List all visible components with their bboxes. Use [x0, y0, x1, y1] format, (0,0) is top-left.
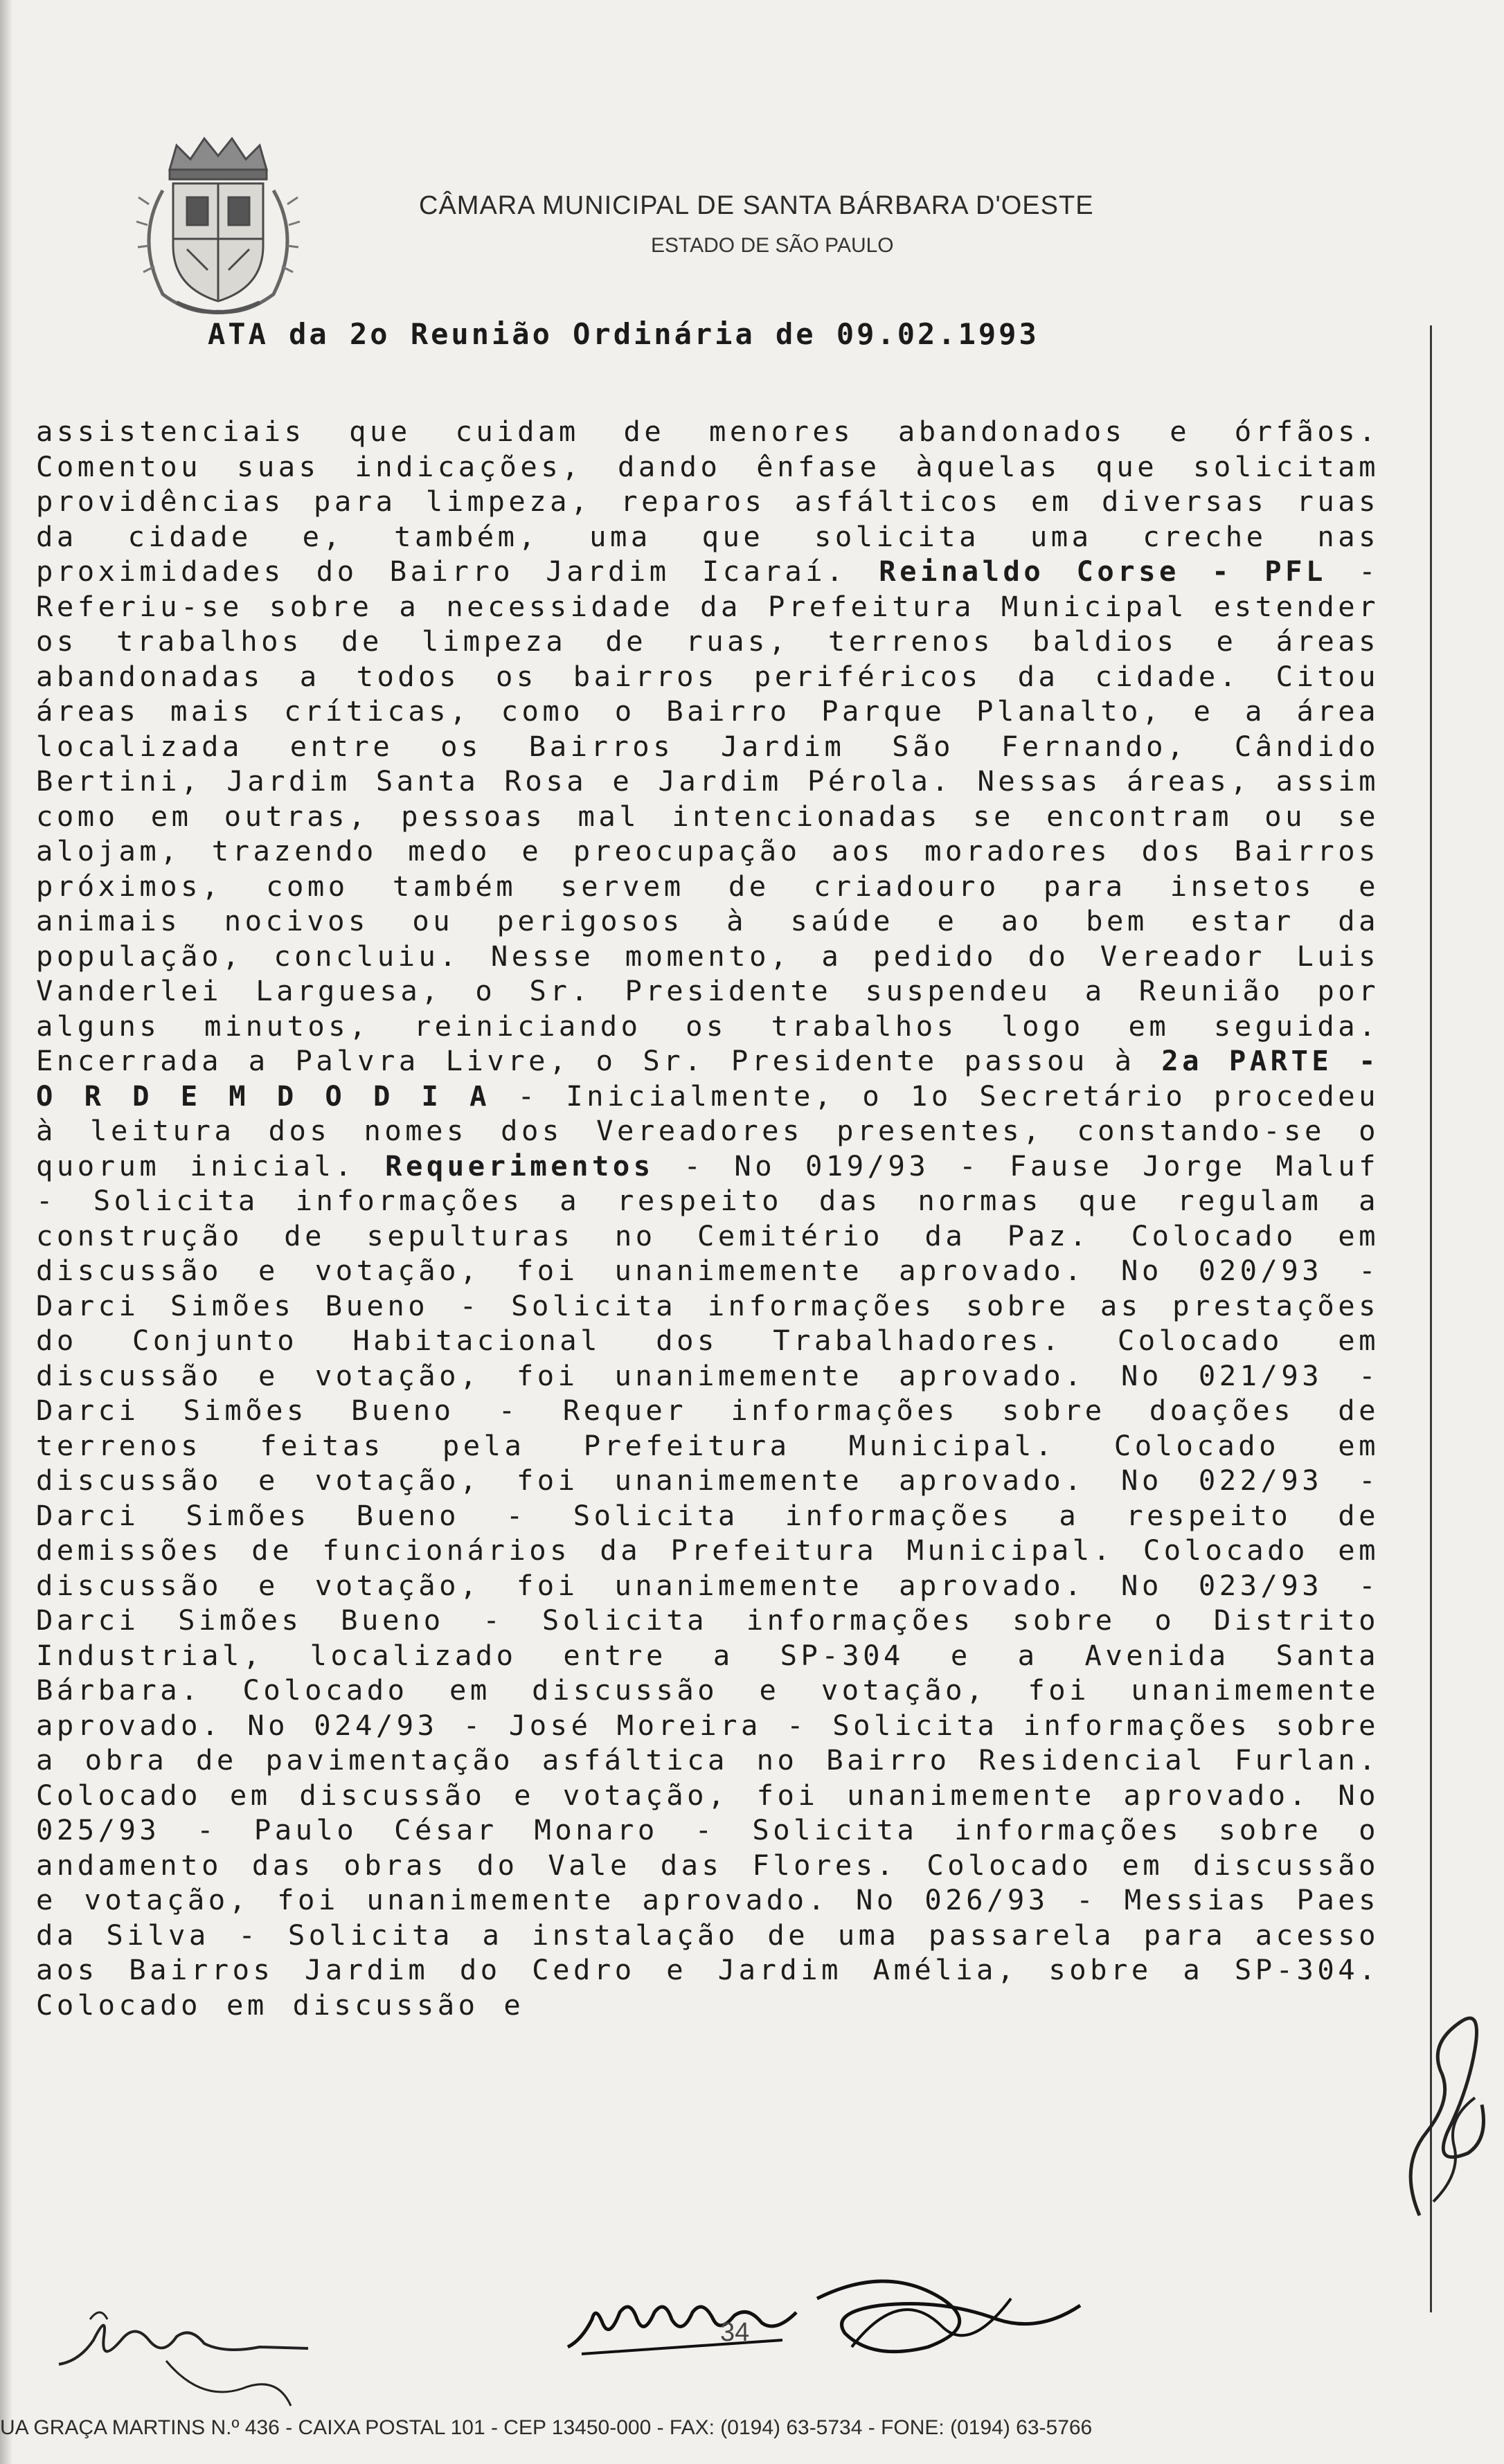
coat-of-arms-icon: [121, 121, 315, 322]
page-number: 34: [720, 2318, 750, 2347]
signature-icon: [554, 2257, 1108, 2375]
address-footer: UA GRAÇA MARTINS N.º 436 - CAIXA POSTAL 101 - CEP 13450-000 - FAX: (0194) 63-5734 - FONE: (0194) 63-5766: [0, 2416, 1093, 2439]
text-segment: - No 019/93 - Fause Jorge Maluf - Solicita informações a respeito das normas que regulam a construção de sepulturas no Cemitério da Paz. Colocado em discussão e votação, foi unanimemente aprovado. No 020/93 - Darci Simões Bueno - Solicita informações sobre as prestações do Conjunto Habitacional dos Trabalhadores. Colocado em discussão e votação, foi unanimemente aprovado. No 021/93 - Darci Simões Bueno - Requer informações sobre doações de terrenos feitas pela Prefeitura Municipal. Colocado em discussão e votação, foi unanimemente aprovado. No 022/93 - Darci Simões Bueno - Solicita informações a respeito de demissões de funcionários da Prefeitura Municipal. Colocado em discussão e votação, foi unanimemente aprovado. No 023/93 - Darci Simões Bueno - Solicita informações sobre o Distrito Industrial, localizado entre a SP-304 e a Avenida Santa Bárbara. Colocado em discussão e votação, foi unanimemente aprovado. No 024/93 - José Moreira - Solicita informações sobre a obra de pavimentação asfáltica no Bairro Residencial Furlan. Colocado em discussão e votação, foi unanimemente aprovado. No 025/93 - Paulo César Monaro - Solicita informações sobre o andamento das obras do Vale das Flores. Colocado em discussão e votação, foi unanimemente aprovado. No 026/93 - Messias Paes da Silva - Solicita a instalação de uma passarela para acesso aos Bairros Jardim do Cedro e Jardim Amélia, sobre a SP-304. Colocado em discussão e: [36, 1149, 1379, 2022]
text-segment: - Referiu-se sobre a necessidade da Prefeitura Municipal estender os trabalhos de limpeza de ruas, terrenos baldios e áreas abandonadas a todos os bairros periféricos da cidade. Citou áreas mais críticas, como o Bairro Parque Planalto, e a área localizada entre os Bairros Jardim São Fernando, Cândido Bertini, Jardim Santa Rosa e Jardim Pérola. Nessas áreas, assim como em outras, pessoas mal intencionadas se encontram ou se alojam, trazendo medo e preocupação aos moradores dos Bairros próximos, como também servem de criadouro para insetos e animais nocivos ou perigosos à saúde e ao bem estar da população, concluiu. Nesse momento, a pedido do Vereador Luis Vanderlei Larguesa, o Sr. Presidente suspendeu a Reunião por alguns minutos, reiniciando os trabalhos logo em seguida. Encerrada a Palvra Livre, o Sr. Presidente passou à: [36, 555, 1379, 1077]
bold-text-segment: Reinaldo Corse - PFL: [879, 555, 1327, 588]
bold-text-segment: 2a PARTE - O R D E M D O D I A: [36, 1044, 1379, 1113]
page-edge-shadow: [0, 0, 12, 2464]
bold-text-segment: Requerimentos: [385, 1149, 654, 1182]
signature-icon: [1392, 1994, 1496, 2229]
chamber-name: CÂMARA MUNICIPAL DE SANTA BÁRBARA D'OESTE: [419, 191, 1094, 220]
signature-icon: [159, 2354, 298, 2409]
document-title: ATA da 2o Reunião Ordinária de 09.02.1993: [208, 317, 1039, 351]
state-name: ESTADO DE SÃO PAULO: [651, 234, 894, 257]
text-segment: assistenciais que cuidam de menores abandonados e órfãos. Comentou suas indicações, dando ênfase àquelas que solicitam providências para limpeza, reparos asfálticos em diversas ruas da cidade e, também, uma que solicita uma creche nas proximidades do Bairro Jardim Icaraí.: [36, 415, 1379, 588]
text-segment: - Inicialmente, o 1o Secretário procedeu à leitura dos nomes dos Vereadores presentes, constando-se o quorum inicial.: [36, 1079, 1379, 1182]
minutes-body: [36, 414, 1379, 2022]
